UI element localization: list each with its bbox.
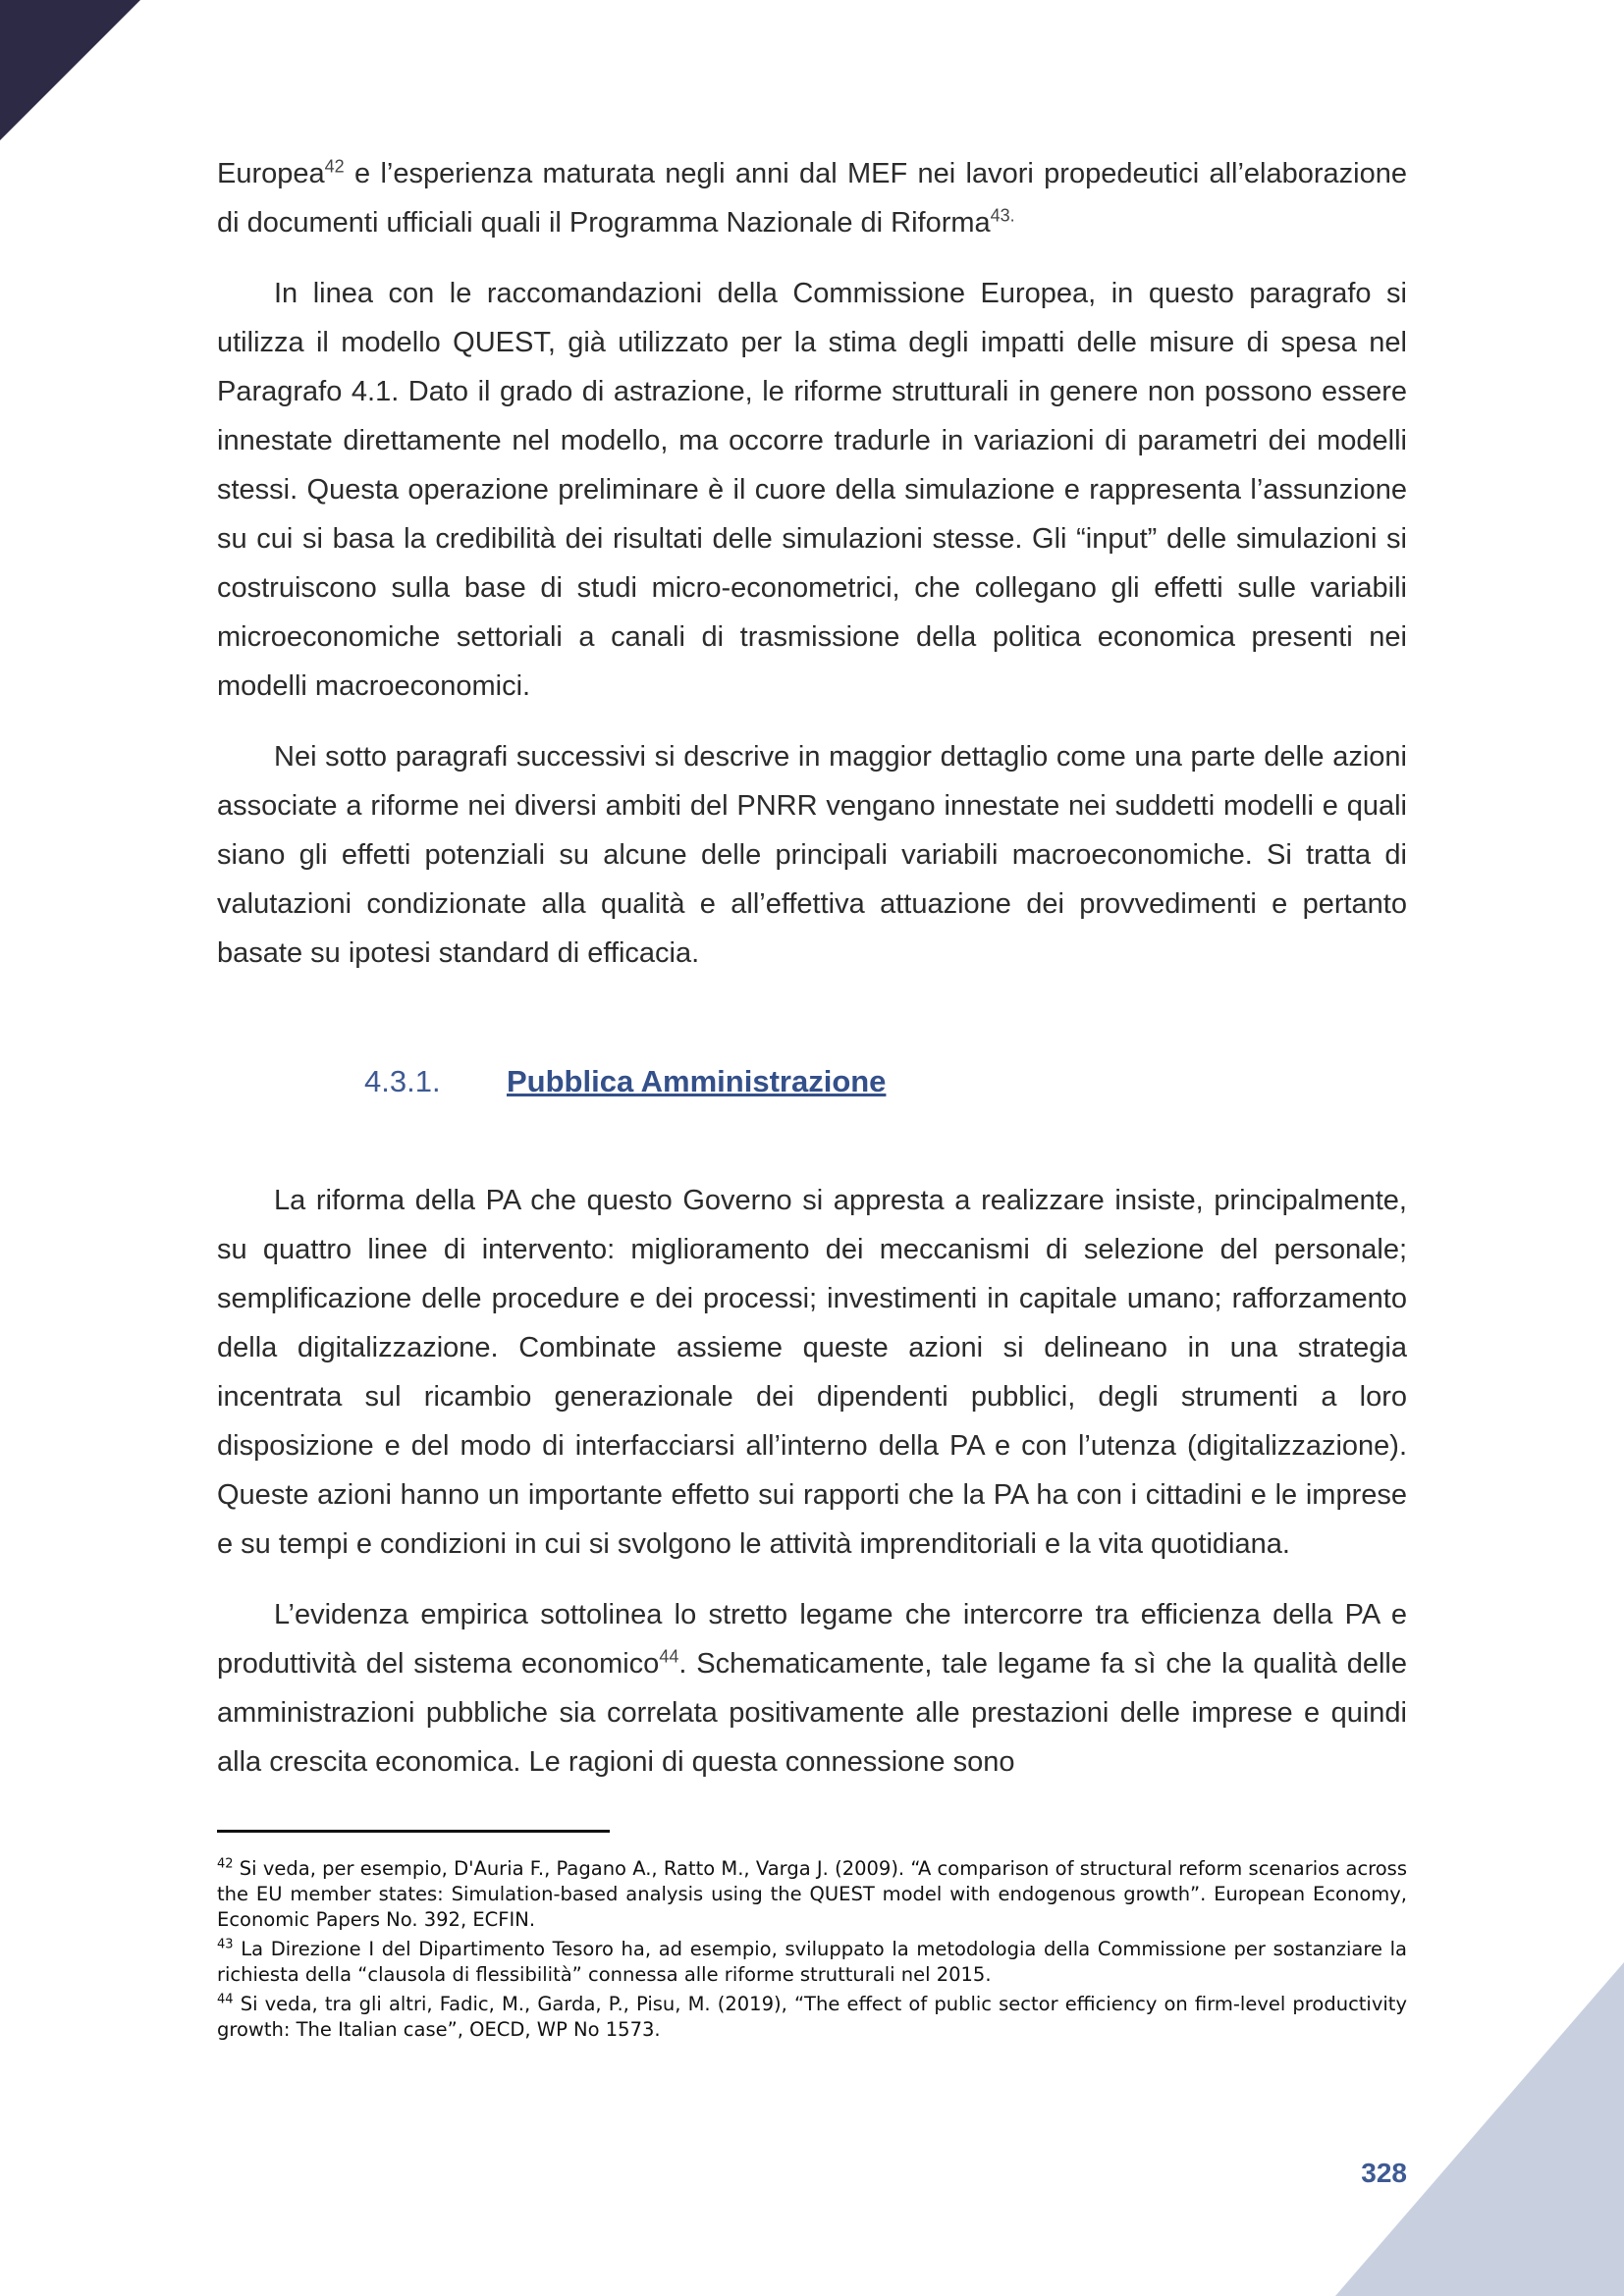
paragraph-quest-model: In linea con le raccomandazioni della Commissione Europea, in questo paragrafo si utilizza il modello QUEST, già utilizzato per la stima degli impatti delle misure di spesa nel Paragrafo 4.1. Dato il grado di astrazione, le riforme strutturali in genere non possono essere innestate direttamente nel modello, ma occorre tradurle in variazioni di parametri dei modelli stessi. Questa operazione preliminare è il cuore della simulazione e rappresenta l’assunzione su cui si basa la credibilità dei risultati delle simulazioni stesse. Gli “input” delle simulazioni si costruiscono sulla base di studi micro-econometrici, che collegano gli effetti sulle variabili microeconomiche settoriali a canali di trasmissione della politica economica presenti nei modelli macroeconomici. bbox=[217, 278, 1407, 702]
footnote-42 bbox=[217, 1856, 1407, 1933]
paragraph-empirical-evidence bbox=[217, 1590, 1407, 1787]
top-left-corner-decoration bbox=[0, 0, 140, 140]
section-title[interactable]: Pubblica Amministrazione bbox=[507, 1064, 887, 1098]
footnote-number: 43 bbox=[217, 1937, 234, 1952]
paragraph-sub-sections: Nei sotto paragrafi successivi si descrive in maggior dettaglio come una parte delle azioni associate a riforme nei diversi ambiti del PNRR vengano innestate nei suddetti modelli e quali siano gli effetti potenziali su alcune delle principali variabili macroeconomiche. Si tratta di valutazioni condizionate alla qualità e all’effettiva attuazione dei provvedimenti e pertanto basate su ipotesi standard di efficacia. bbox=[217, 741, 1407, 969]
footnote-ref-43[interactable]: 43. bbox=[990, 205, 1015, 226]
section-heading bbox=[364, 1064, 1407, 1099]
paragraph-text: e l’esperienza maturata negli anni dal MEF nei lavori propedeutici all’elaborazione di documenti ufficiali quali il Programma Nazionale di Riforma bbox=[217, 158, 1407, 239]
footnote-number: 44 bbox=[217, 1992, 234, 2007]
page-number: 328 bbox=[1361, 2158, 1407, 2188]
footnote-ref-42[interactable]: 42 bbox=[324, 156, 345, 177]
footnote-text: La Direzione I del Dipartimento Tesoro ha, ad esempio, sviluppato la metodologia della Commissione per sostanziare la richiesta della “clausola di flessibilità” connessa alle riforme strutturali nel 2015. bbox=[217, 1938, 1407, 1986]
paragraph-pa-reform: La riforma della PA che questo Governo si appresta a realizzare insiste, principalmente, su quattro linee di intervento: miglioramento dei meccanismi di selezione del personale; semplificazione delle procedure e dei processi; investimenti in capitale umano; rafforzamento della digitalizzazione. Combinate assieme queste azioni si delineano in una strategia incentrata sul ricambio generazionale dei dipendenti pubblici, degli strumenti a loro disposizione e del modo di interfacciarsi all’interno della PA e con l’utenza (digitalizzazione). Queste azioni hanno un importante effetto sui rapporti che la PA ha con i cittadini e le imprese e su tempi e condizioni in cui si svolgono le attività imprenditoriali e la vita quotidiana. bbox=[217, 1185, 1407, 1560]
footnote-44 bbox=[217, 1992, 1407, 2043]
paragraph-continuation bbox=[217, 149, 1407, 247]
footnote-43 bbox=[217, 1937, 1407, 1988]
paragraph-text: Europea bbox=[217, 158, 325, 189]
footnote-text: Si veda, tra gli altri, Fadic, M., Garda, P., Pisu, M. (2019), “The effect of public sector efficiency on firm-level productivity growth: The Italian case”, OECD, WP No 1573. bbox=[217, 1993, 1407, 2041]
paragraph-text: . Schematicamente, tale legame fa sì che la qualità delle amministrazioni pubbliche sia correlata positivamente alle prestazioni delle imprese e quindi alla crescita economica. Le ragioni di questa connessione sono bbox=[217, 1648, 1407, 1778]
paragraph-text: L’evidenza empirica sottolinea lo stretto legame che intercorre tra efficienza della PA e produttività del sistema economico bbox=[217, 1599, 1407, 1680]
page-body bbox=[217, 149, 1407, 2047]
footnote-ref-44[interactable]: 44 bbox=[659, 1646, 679, 1667]
footnote-text: Si veda, per esempio, D'Auria F., Pagano A., Ratto M., Varga J. (2009). “A comparison of structural reform scenarios across the EU member states: Simulation-based analysis using the QUEST model with endogenous growth”. European Economy, Economic Papers No. 392, ECFIN. bbox=[217, 1857, 1407, 1931]
footnote-number: 42 bbox=[217, 1856, 234, 1872]
footnotes bbox=[217, 1856, 1407, 2043]
footnote-divider bbox=[217, 1830, 610, 1833]
section-number: 4.3.1. bbox=[364, 1064, 441, 1098]
